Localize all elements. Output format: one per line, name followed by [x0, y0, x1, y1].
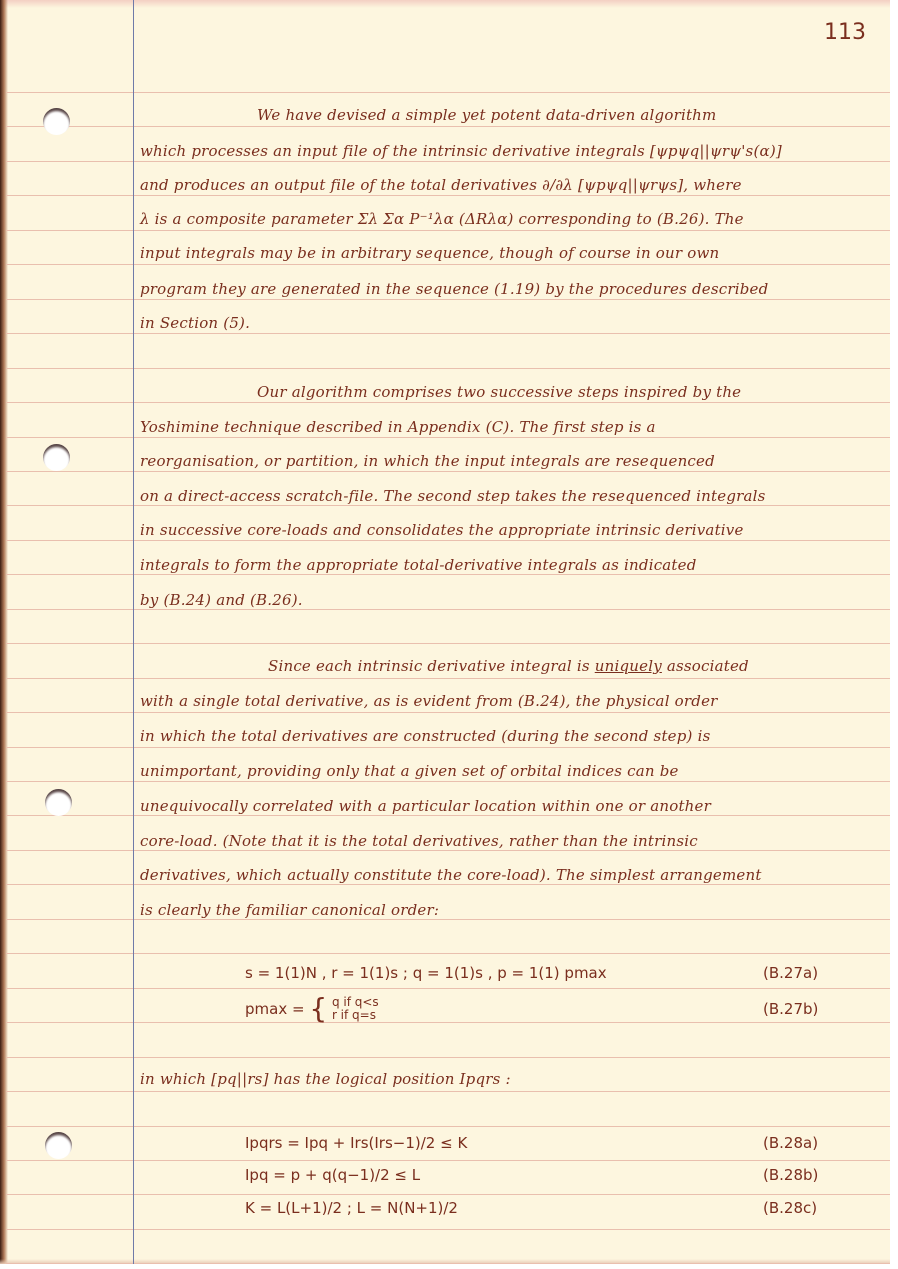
ruled-line — [6, 574, 890, 575]
text-line: input integrals may be in arbitrary sequence, though of course in our own — [140, 244, 720, 262]
ruled-line — [6, 1091, 890, 1092]
ruled-line — [6, 678, 890, 679]
punch-hole — [43, 444, 70, 471]
text-line: Since each intrinsic derivative integral is uniquely associated — [268, 657, 749, 675]
ruled-line — [6, 712, 890, 713]
ruled-line — [6, 850, 890, 851]
ruled-line — [6, 815, 890, 816]
punch-hole — [45, 789, 72, 816]
ruled-line — [6, 471, 890, 472]
text-line: λ is a composite parameter Σλ Σα P⁻¹λα (ΔRλα) corresponding to (B.26). The — [140, 210, 744, 228]
equation-label: (B.27a) — [763, 964, 819, 982]
punch-hole — [43, 108, 70, 135]
equation-label: (B.28b) — [763, 1166, 819, 1184]
text-line: in which [pq||rs] has the logical position Ipqrs : — [140, 1070, 511, 1088]
ruled-line — [6, 437, 890, 438]
text-line: in Section (5). — [140, 314, 251, 332]
text-line: by (B.24) and (B.26). — [140, 591, 303, 609]
punch-hole — [45, 1132, 72, 1159]
equation-b27a: s = 1(1)N , r = 1(1)s ; q = 1(1)s , p = 1(1) pmax — [245, 964, 607, 982]
ruled-line — [6, 747, 890, 748]
text-line: is clearly the familiar canonical order: — [140, 901, 440, 919]
ruled-line — [6, 299, 890, 300]
text-line: Our algorithm comprises two successive steps inspired by the — [257, 383, 742, 401]
text-line: Yoshimine technique described in Appendix (C). The first step is a — [140, 418, 656, 436]
ruled-line — [6, 1022, 890, 1023]
text-line: unequivocally correlated with a particular location within one or another — [140, 797, 711, 815]
text-line: We have devised a simple yet potent data-driven algorithm — [257, 106, 717, 124]
ruled-line — [6, 1126, 890, 1127]
equation-b28b: Ipq = p + q(q−1)/2 ≤ L — [245, 1166, 421, 1184]
ruled-line — [6, 884, 890, 885]
ruled-line — [6, 264, 890, 265]
ruled-line — [6, 1057, 890, 1058]
text-line: integrals to form the appropriate total-derivative integrals as indicated — [140, 556, 697, 574]
ruled-line — [6, 505, 890, 506]
text-line: program they are generated in the sequence (1.19) by the procedures described — [140, 280, 769, 298]
ruled-line — [6, 919, 890, 920]
ruled-line — [6, 368, 890, 369]
ruled-line — [6, 402, 890, 403]
ruled-line — [6, 540, 890, 541]
ruled-line — [6, 195, 890, 196]
ruled-line — [6, 126, 890, 127]
text-line: on a direct-access scratch-file. The second step takes the resequenced integrals — [140, 487, 766, 505]
text-line: in which the total derivatives are constructed (during the second step) is — [140, 727, 711, 745]
ruled-line — [6, 230, 890, 231]
page-left-edge — [0, 0, 8, 1264]
ruled-line — [6, 1229, 890, 1230]
ruled-line — [6, 1160, 890, 1161]
text-line: and produces an output file of the total derivatives ∂/∂λ [ψpψq||ψrψs], where — [140, 176, 742, 194]
ruled-line — [6, 1263, 890, 1264]
text-line: in successive core-loads and consolidates the appropriate intrinsic derivative — [140, 521, 744, 539]
page-number: 113 — [824, 20, 866, 45]
text-line: with a single total derivative, as is evident from (B.24), the physical order — [140, 692, 718, 710]
ruled-line — [6, 609, 890, 610]
underlined-word: uniquely — [594, 657, 662, 675]
ruled-line — [6, 988, 890, 989]
equation-b27b: pmax = { q if q<s r if q=s — [245, 992, 379, 1025]
ruled-line — [6, 333, 890, 334]
brace-icon: { — [309, 992, 328, 1025]
ruled-line — [6, 953, 890, 954]
text-line: reorganisation, or partition, in which the input integrals are resequenced — [140, 452, 715, 470]
text-line: unimportant, providing only that a given set of orbital indices can be — [140, 762, 679, 780]
ruled-line — [6, 92, 890, 93]
equation-label: (B.28c) — [763, 1199, 818, 1217]
equation-b28c: K = L(L+1)/2 ; L = N(N+1)/2 — [245, 1199, 458, 1217]
equation-b28a: Ipqrs = Ipq + Irs(Irs−1)/2 ≤ K — [245, 1134, 468, 1152]
text-line: which processes an input file of the intrinsic derivative integrals [ψpψq||ψrψ's(α)] — [140, 142, 782, 160]
equation-label: (B.27b) — [763, 1000, 819, 1018]
text-line: derivatives, which actually constitute the core-load). The simplest arrangement — [140, 866, 762, 884]
text-line: core-load. (Note that it is the total derivatives, rather than the intrinsic — [140, 832, 698, 850]
ruled-line — [6, 643, 890, 644]
equation-label: (B.28a) — [763, 1134, 819, 1152]
ruled-line — [6, 781, 890, 782]
ruled-line — [6, 161, 890, 162]
margin-line — [133, 0, 134, 1264]
ruled-line — [6, 1194, 890, 1195]
